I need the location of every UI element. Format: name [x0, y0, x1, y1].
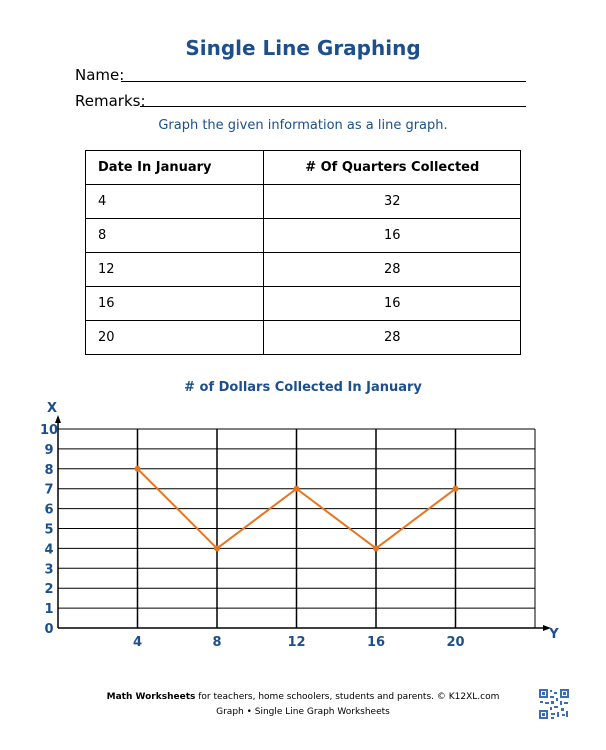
y-tick-label: 5	[44, 522, 54, 538]
data-point	[214, 545, 220, 551]
data-point	[453, 486, 459, 492]
instruction-text: Graph the given information as a line graph.	[158, 118, 448, 133]
x-tick-label: 16	[366, 635, 386, 650]
table-cell-date: 8	[86, 219, 264, 253]
y-tick-label: 6	[44, 502, 54, 518]
data-point	[294, 486, 300, 492]
y-tick-label: 7	[44, 482, 54, 498]
y-tick-label: 4	[44, 542, 54, 558]
data-point	[135, 466, 141, 472]
qr-code-icon	[538, 688, 570, 720]
x-tick-label: 12	[287, 635, 306, 650]
y-tick-label: 8	[44, 462, 54, 478]
remarks-line	[140, 106, 526, 107]
y-tick-label: 1	[44, 602, 54, 618]
table-row	[86, 185, 521, 219]
y-tick-label: 2	[44, 582, 54, 598]
data-point	[373, 545, 379, 551]
y-tick-label: 9	[44, 442, 54, 458]
x-axis-label: Y	[549, 627, 559, 642]
footer-brand: Math Worksheets	[106, 692, 196, 702]
remarks-label: Remarks:	[75, 92, 146, 110]
y-tick-label: 0	[44, 622, 54, 637]
y-axis-label: X	[46, 401, 58, 416]
table-cell-quarters: 16	[264, 287, 521, 321]
page-title: Single Line Graphing	[185, 36, 421, 60]
data-table	[85, 150, 521, 355]
chart-title: # of Dollars Collected In January	[184, 380, 422, 395]
x-tick-label: 20	[446, 635, 465, 650]
footer-line-1	[0, 692, 606, 702]
table-header-row	[86, 151, 521, 185]
y-tick-label: 10	[39, 423, 59, 438]
footer-tagline: for teachers, home schoolers, students and parents. © K12XL.com	[195, 692, 500, 702]
y-tick-label: 3	[44, 562, 54, 578]
table-row	[86, 219, 521, 253]
table-cell-quarters: 28	[264, 321, 521, 355]
table-cell-date: 4	[86, 185, 264, 219]
table-row	[86, 287, 521, 321]
table-cell-quarters: 32	[264, 185, 521, 219]
table-cell-date: 20	[86, 321, 264, 355]
footer-line-2: Graph • Single Line Graph Worksheets	[216, 707, 390, 717]
table-row	[86, 321, 521, 355]
table-header-date: Date In January	[86, 151, 264, 185]
table-cell-date: 16	[86, 287, 264, 321]
table-cell-date: 12	[86, 253, 264, 287]
name-label: Name:	[75, 66, 125, 84]
y-axis-arrow	[55, 415, 61, 423]
x-tick-label: 8	[212, 635, 222, 650]
x-tick-label: 4	[132, 635, 143, 650]
line-chart	[0, 395, 606, 655]
name-line	[121, 81, 526, 82]
table-cell-quarters: 16	[264, 219, 521, 253]
table-row	[86, 253, 521, 287]
table-cell-quarters: 28	[264, 253, 521, 287]
table-header-quarters: # Of Quarters Collected	[264, 151, 521, 185]
